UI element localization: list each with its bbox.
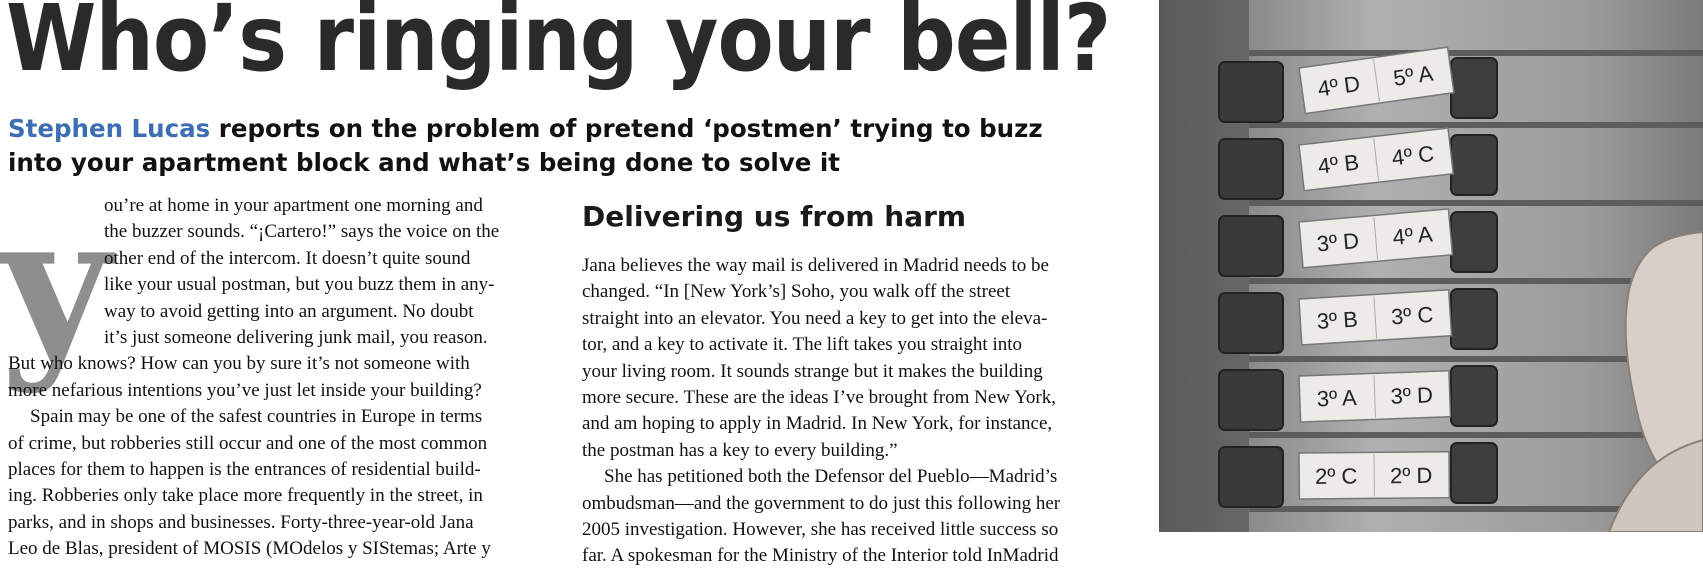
body-line: She has petitioned both the Defensor del Pueblo—Madrid’s (582, 464, 1112, 490)
apartment-label: 3º B (1316, 306, 1359, 333)
standfirst (8, 112, 1118, 180)
body-line: ing. Robberies only take place more frequently in the street, in (8, 483, 564, 509)
label-plate (1299, 371, 1451, 422)
apartment-label: 4º B (1317, 149, 1361, 178)
label-plate (1299, 290, 1452, 345)
body-line: But who knows? How can you by sure it’s not someone with (8, 351, 564, 377)
apartment-label: 4º A (1392, 221, 1434, 249)
article-column-1 (8, 193, 564, 563)
body-line: Jana believes the way mail is delivered in Madrid needs to be (582, 253, 1112, 279)
body-line: tor, and a key to activate it. The lift takes you straight into (582, 332, 1112, 358)
body-line: more secure. These are the ideas I’ve brought from New York, (582, 385, 1112, 411)
apartment-label: 4º D (1316, 71, 1361, 102)
body-line: Leo de Blas, president of MOSIS (MOdelos y SIStemas; Arte y (8, 536, 564, 562)
standfirst-line2: into your apartment block and what’s being done to solve it (8, 148, 840, 177)
intercom-button (1451, 443, 1497, 503)
body-line: like your usual postman, but you buzz them in any- (8, 272, 564, 298)
body-line: more nefarious intentions you’ve just let inside your building? (8, 378, 564, 404)
apartment-label: 3º D (1390, 382, 1433, 408)
section-subhead: Delivering us from harm (582, 200, 966, 233)
body-line: way to avoid getting into an argument. No doubt (8, 299, 564, 325)
intercom-button (1219, 293, 1283, 353)
intercom-panel-illustration (1159, 0, 1703, 532)
intercom-button (1219, 139, 1283, 199)
body-line: Spain may be one of the safest countries in Europe in terms (8, 404, 564, 430)
body-line: straight into an elevator. You need a key to get into the eleva- (582, 306, 1112, 332)
label-plate (1299, 452, 1449, 499)
intercom-photo (1159, 0, 1703, 532)
apartment-label: 2º C (1315, 463, 1358, 488)
body-line: the buzzer sounds. “¡Cartero!” says the voice on the (8, 219, 564, 245)
intercom-button (1451, 366, 1497, 426)
intercom-button (1451, 135, 1497, 195)
body-line: the postman has a key to every building.” (582, 438, 1112, 464)
body-line: 2005 investigation. However, she has received little success so (582, 517, 1112, 543)
apartment-label: 2º D (1390, 463, 1432, 488)
body-line: your living room. It sounds strange but it makes the building (582, 359, 1112, 385)
apartment-label: 3º A (1316, 385, 1357, 411)
apartment-label: 4º C (1391, 141, 1436, 171)
body-line: ombudsman—and the government to do just this following her (582, 491, 1112, 517)
intercom-button (1451, 58, 1497, 118)
apartment-label: 5º A (1392, 60, 1435, 90)
body-line: other end of the intercom. It doesn’t quite sound (8, 246, 564, 272)
body-line: changed. “In [New York’s] Soho, you walk off the street (582, 279, 1112, 305)
standfirst-line1: reports on the problem of pretend ‘postmen’ trying to buzz (210, 114, 1042, 143)
intercom-button (1219, 370, 1283, 430)
body-line: ou’re at home in your apartment one morning and (8, 193, 564, 219)
apartment-label: 3º C (1390, 302, 1434, 330)
headline: Who’s ringing your bell? (6, 0, 1110, 86)
intercom-button (1451, 212, 1497, 272)
article-column-2 (582, 253, 1112, 570)
intercom-button (1451, 289, 1497, 349)
apartment-label: 3º D (1316, 228, 1360, 257)
intercom-button (1219, 62, 1283, 122)
body-line: it’s just someone delivering junk mail, you reason. (8, 325, 564, 351)
body-line: parks, and in shops and businesses. Forty-three-year-old Jana (8, 510, 564, 536)
intercom-button (1219, 216, 1283, 276)
body-line: places for them to happen is the entrances of residential build- (8, 457, 564, 483)
body-line: and am hoping to apply in Madrid. In New York, for instance, (582, 411, 1112, 437)
intercom-button (1219, 447, 1283, 507)
author-name: Stephen Lucas (8, 114, 210, 143)
drop-cap: y (0, 190, 110, 380)
body-line: of crime, but robberies still occur and one of the most common (8, 431, 564, 457)
body-line: far. A spokesman for the Ministry of the Interior told InMadrid (582, 543, 1112, 569)
